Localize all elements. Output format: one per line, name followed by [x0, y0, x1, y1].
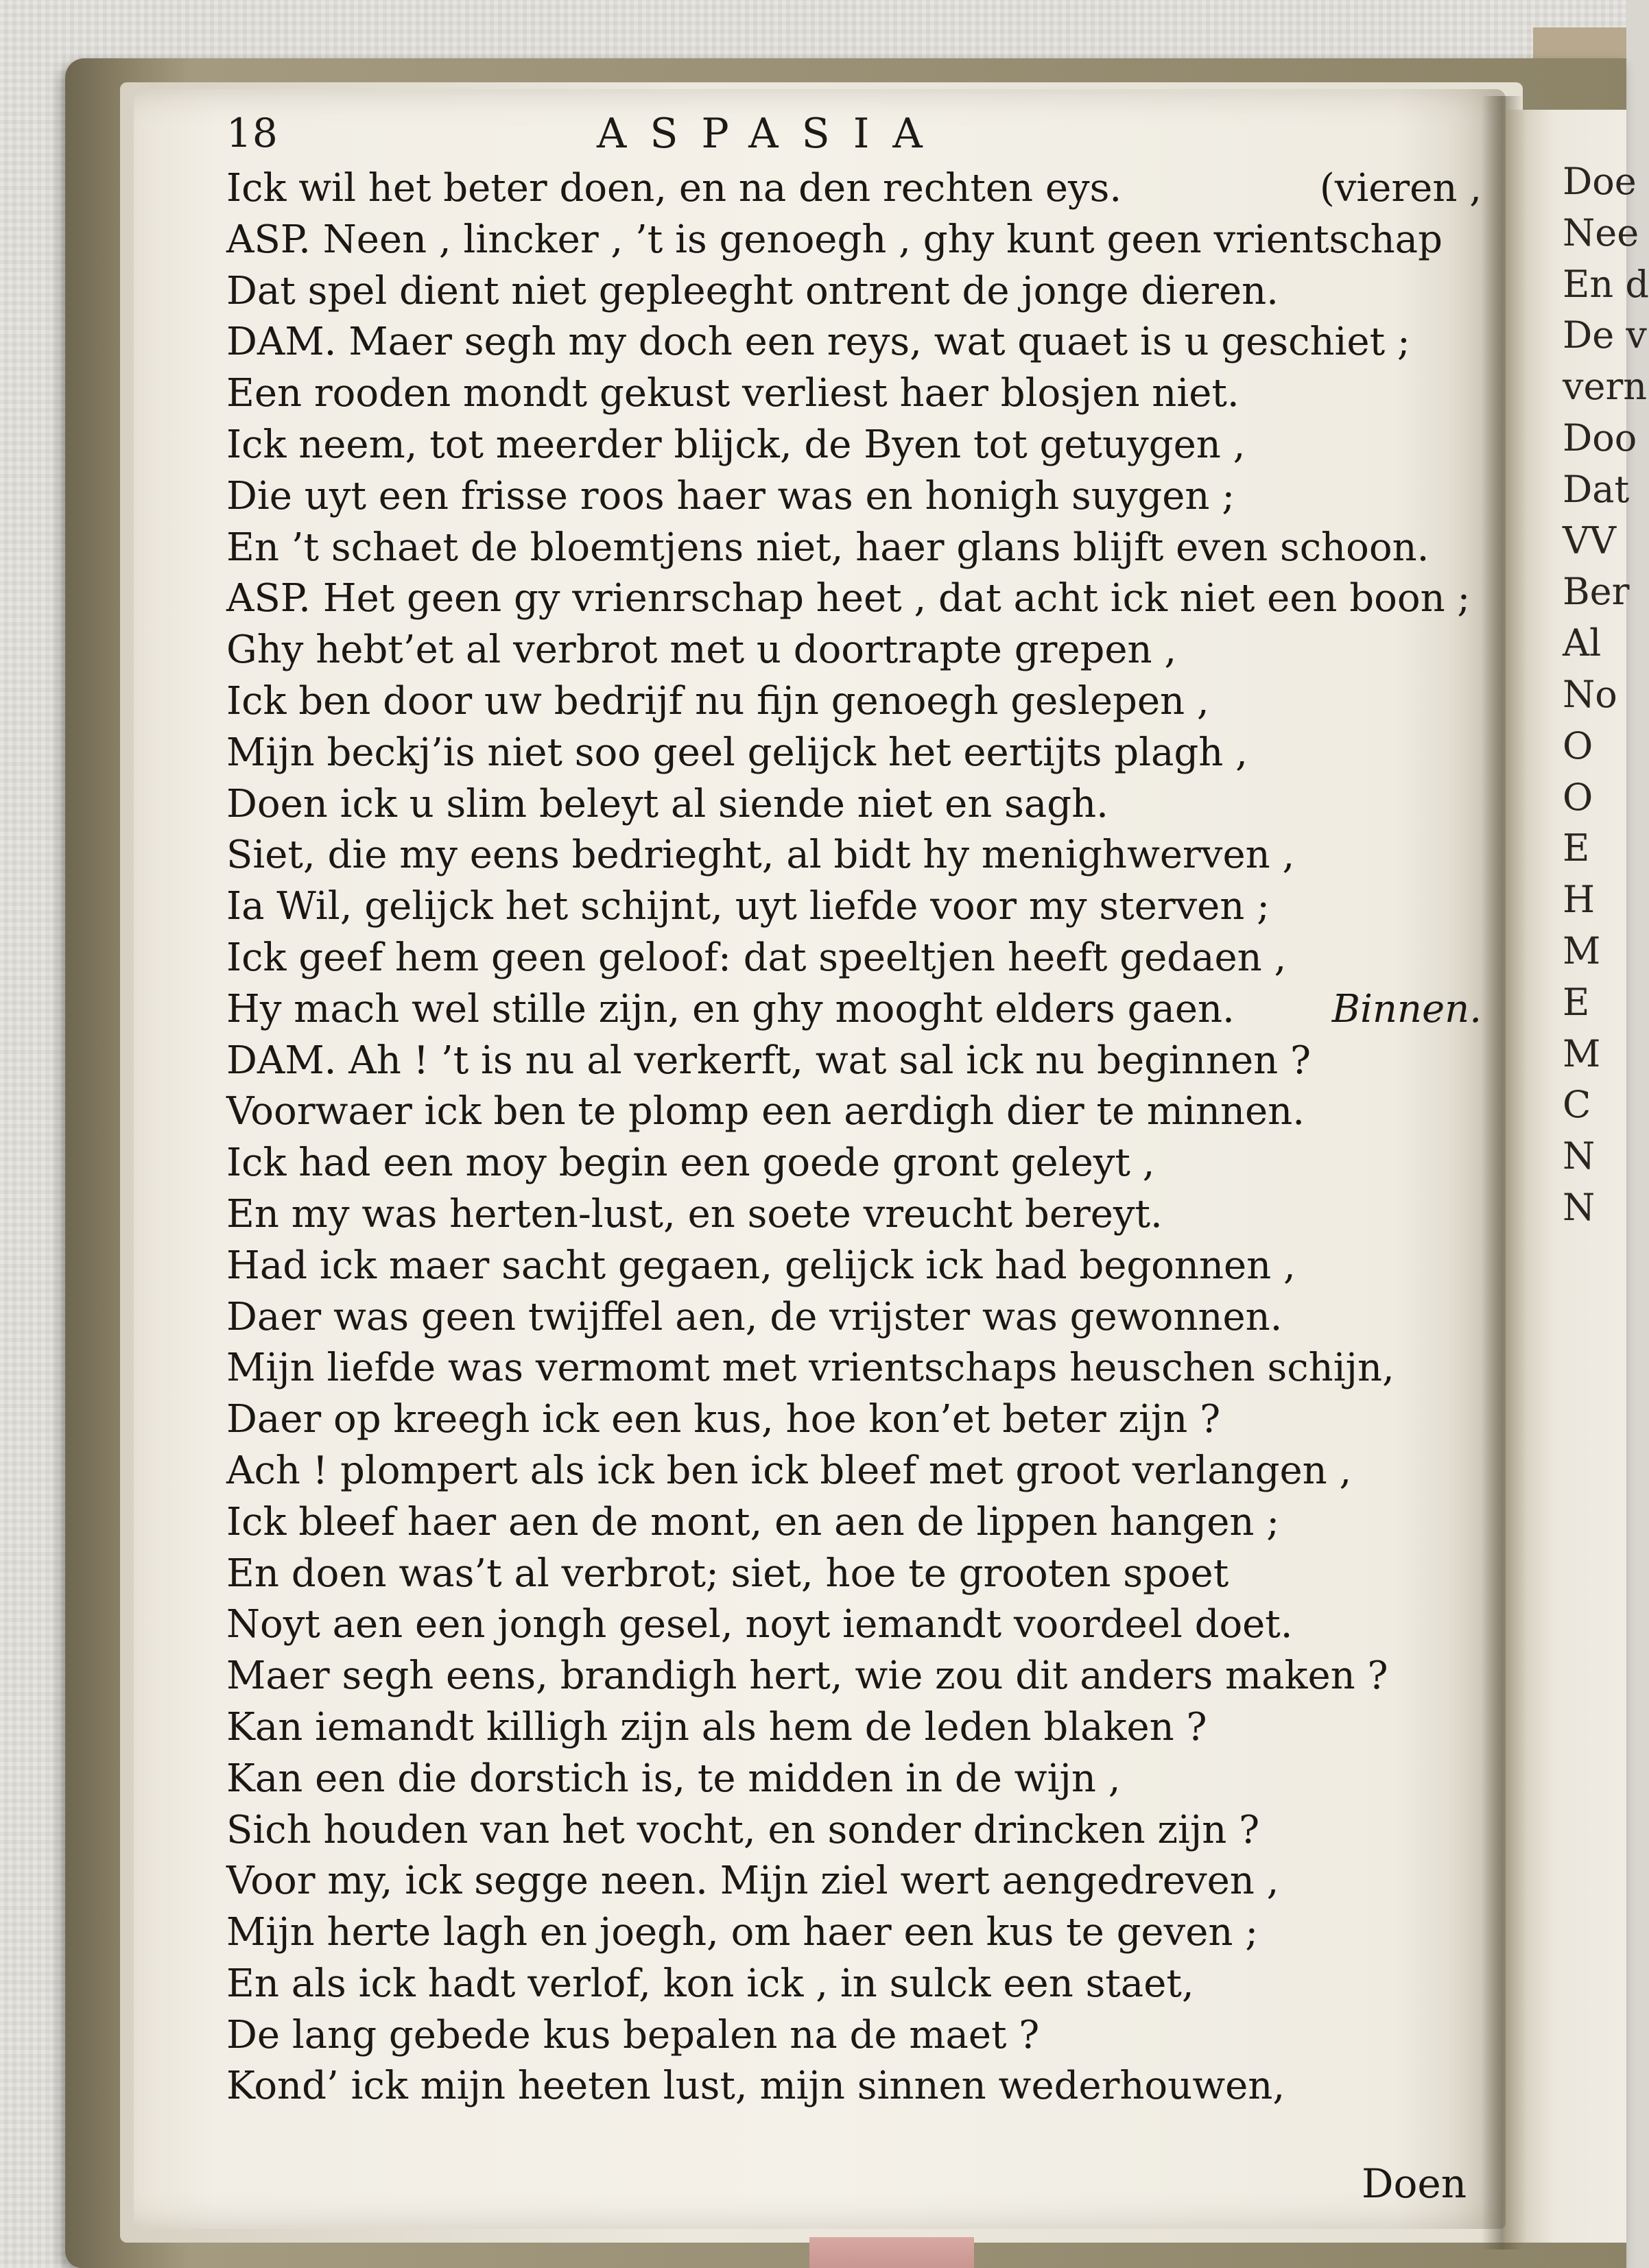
- facing-page-fragment: N: [1563, 1185, 1595, 1229]
- verse-line: [226, 471, 1482, 523]
- facing-page-fragment: C: [1563, 1083, 1591, 1127]
- verse-line-text: Mijn beckj’is niet soo geel gelijck het eertijts plagh ,: [226, 730, 1248, 775]
- verse-line-text: Ick had een moy begin een goede gront geleyt ,: [226, 1141, 1155, 1186]
- verse-line-text: Sich houden van het vocht, en sonder drincken zijn ?: [226, 1807, 1260, 1852]
- verse-line-text: Had ick maer sacht gegaen, gelijck ick had begonnen ,: [226, 1243, 1296, 1288]
- facing-page-text: [1563, 156, 1649, 1234]
- verse-line-text: Ick wil het beter doen, en na den rechten eys.: [226, 166, 1122, 211]
- catchword: Doen: [1362, 2160, 1467, 2207]
- verse-line: [226, 881, 1482, 933]
- verse-line: [226, 933, 1482, 984]
- verse-line: [226, 984, 1482, 1036]
- verse-line: [226, 2010, 1482, 2062]
- verse-line-text: Hy mach wel stille zijn, en ghy mooght elders gaen.: [226, 986, 1235, 1031]
- running-title: ASPASIA: [597, 110, 946, 158]
- verse-line: [226, 420, 1482, 471]
- verse-line-text: Ach ! plompert als ick ben ick bleef met groot verlangen ,: [226, 1448, 1352, 1493]
- verse-line-text: Ick bleef haer aen de mont, en aen de lippen hangen ;: [226, 1499, 1280, 1544]
- verse-line-text: Daer was geen twijffel aen, de vrijster was gewonnen.: [226, 1294, 1283, 1339]
- verse-line-text: Ick ben door uw bedrijf nu fijn genoegh geslepen ,: [226, 678, 1209, 724]
- facing-page-fragment: De v: [1563, 313, 1647, 357]
- verse-line-text: Daer op kreegh ick een kus, hoe kon’et beter zijn ?: [226, 1397, 1221, 1442]
- verse-line: [226, 1754, 1482, 1805]
- facing-page-fragment: M: [1563, 1031, 1601, 1075]
- verse-line-text: Dat spel dient niet gepleeght ontrent de jonge dieren.: [226, 268, 1279, 313]
- verse-line: [226, 830, 1482, 881]
- page-number: 18: [226, 110, 278, 156]
- verse-line-text: Ia Wil, gelijck het schijnt, uyt liefde voor my sterven ;: [226, 884, 1270, 929]
- verse-line-text: DAM. Maer segh my doch een reys, wat quaet is u geschiet ;: [226, 320, 1410, 365]
- verse-line: [226, 1394, 1482, 1446]
- verse-line: [226, 1651, 1482, 1702]
- facing-page-fragment: M: [1563, 929, 1601, 972]
- verse-line-text: Noyt aen een jongh gesel, noyt iemandt voordeel doet.: [226, 1602, 1293, 1647]
- verse-line: [226, 1086, 1482, 1138]
- verse-line: [226, 1805, 1482, 1857]
- facing-page-fragment: Dat: [1563, 467, 1630, 511]
- turnover-text: (vieren ,: [1319, 166, 1482, 211]
- verse-line: [226, 368, 1482, 420]
- verse-line: [226, 1959, 1482, 2010]
- verse-line: [226, 523, 1482, 574]
- verse-line: [226, 1497, 1482, 1549]
- verse-line: [226, 266, 1482, 318]
- verse-line: [226, 1549, 1482, 1600]
- stage-direction: Binnen.: [1331, 986, 1482, 1031]
- verse-line: [226, 676, 1482, 728]
- verse-line-text: Doen ick u slim beleyt al siende niet en sagh.: [226, 781, 1108, 826]
- verse-line: [226, 728, 1482, 779]
- verse-line: [226, 1702, 1482, 1754]
- verse-line-text: Kond’ ick mijn heeten lust, mijn sinnen wederhouwen,: [226, 2064, 1285, 2109]
- verse-line: [226, 779, 1482, 831]
- verse-line: [226, 573, 1482, 625]
- verse-line: [226, 215, 1482, 266]
- verse-line: [226, 163, 1482, 215]
- facing-page-fragment: O: [1563, 775, 1593, 819]
- verse-line-text: Ghy hebt’et al verbrot met u doortrapte grepen ,: [226, 628, 1177, 673]
- facing-page-fragment: vern: [1563, 365, 1648, 409]
- verse-line: [226, 1856, 1482, 1907]
- verse-line-text: Maer segh eens, brandigh hert, wie zou dit anders maken ?: [226, 1654, 1388, 1699]
- verse-text: [226, 163, 1482, 2112]
- verse-line: [226, 1036, 1482, 1087]
- verse-line-text: Een rooden mondt gekust verliest haer blosjen niet.: [226, 371, 1239, 416]
- verse-line-text: Kan iemandt killigh zijn als hem de leden blaken ?: [226, 1704, 1207, 1750]
- verse-line-text: Mijn liefde was vermomt met vrientschaps heuschen schijn,: [226, 1346, 1395, 1391]
- verse-line-text: Ick geef hem geen geloof: dat speeltjen heeft gedaen ,: [226, 935, 1287, 980]
- verse-line: [226, 1138, 1482, 1189]
- facing-page-fragment: E: [1563, 980, 1590, 1024]
- facing-page-fragment: E: [1563, 826, 1590, 870]
- facing-page-fragment: Nee: [1563, 211, 1639, 254]
- verse-line-text: ASP. Neen , lincker , ’t is genoegh , ghy kunt geen vrientschap: [226, 217, 1443, 262]
- verse-line-text: Siet, die my eens bedrieght, al bidt hy menighwerven ,: [226, 833, 1295, 878]
- verse-line-text: Kan een die dorstich is, te midden in de wijn ,: [226, 1756, 1121, 1801]
- verse-line: [226, 1599, 1482, 1651]
- verse-line-text: En ’t schaet de bloemtjens niet, haer glans blijft even schoon.: [226, 525, 1429, 570]
- facing-page-fragment: Doe: [1563, 160, 1637, 203]
- verse-line: [226, 1907, 1482, 1959]
- facing-page-fragment: O: [1563, 724, 1593, 767]
- verse-line-text: De lang gebede kus bepalen na de maet ?: [226, 2012, 1040, 2057]
- verse-line-text: Voorwaer ick ben te plomp een aerdigh dier te minnen.: [226, 1089, 1305, 1134]
- verse-line-text: Ick neem, tot meerder blijck, de Byen tot getuygen ,: [226, 422, 1246, 467]
- verse-line-text: Die uyt een frisse roos haer was en honigh suygen ;: [226, 473, 1235, 518]
- bookmark-ribbon: [809, 2237, 974, 2268]
- facing-page-fragment: Doo: [1563, 416, 1637, 459]
- verse-line: [226, 625, 1482, 676]
- facing-page-fragment: N: [1563, 1134, 1595, 1178]
- verse-line-text: ASP. Het geen gy vrienrschap heet , dat acht ick niet een boon ;: [226, 576, 1471, 621]
- verse-line-text: En doen was’t al verbrot; siet, hoe te grooten spoet: [226, 1551, 1229, 1596]
- verse-line-text: En my was herten-lust, en soete vreucht bereyt.: [226, 1191, 1163, 1237]
- verse-line: [226, 2061, 1482, 2112]
- facing-page-fragment: En d: [1563, 262, 1649, 306]
- facing-page-fragment: No: [1563, 672, 1617, 716]
- verse-line: [226, 1189, 1482, 1241]
- verse-line-text: DAM. Ah ! ’t is nu al verkerft, wat sal ick nu beginnen ?: [226, 1038, 1312, 1083]
- facing-page-fragment: Al: [1563, 621, 1602, 665]
- verse-line-text: Mijn herte lagh en joegh, om haer een kus te geven ;: [226, 1910, 1259, 1955]
- verse-line: [226, 1446, 1482, 1497]
- verse-line-text: Voor my, ick segge neen. Mijn ziel wert aengedreven ,: [226, 1859, 1279, 1904]
- verse-line: [226, 1343, 1482, 1394]
- verse-line: [226, 1241, 1482, 1292]
- verse-line: [226, 1292, 1482, 1344]
- facing-page-fragment: Ber: [1563, 570, 1630, 614]
- facing-page-fragment: H: [1563, 878, 1595, 922]
- verse-line-text: En als ick hadt verlof, kon ick , in sulck een staet,: [226, 1961, 1194, 2006]
- verse-line: [226, 317, 1482, 368]
- page-header: [226, 110, 1488, 171]
- facing-page-fragment: VV: [1563, 518, 1616, 562]
